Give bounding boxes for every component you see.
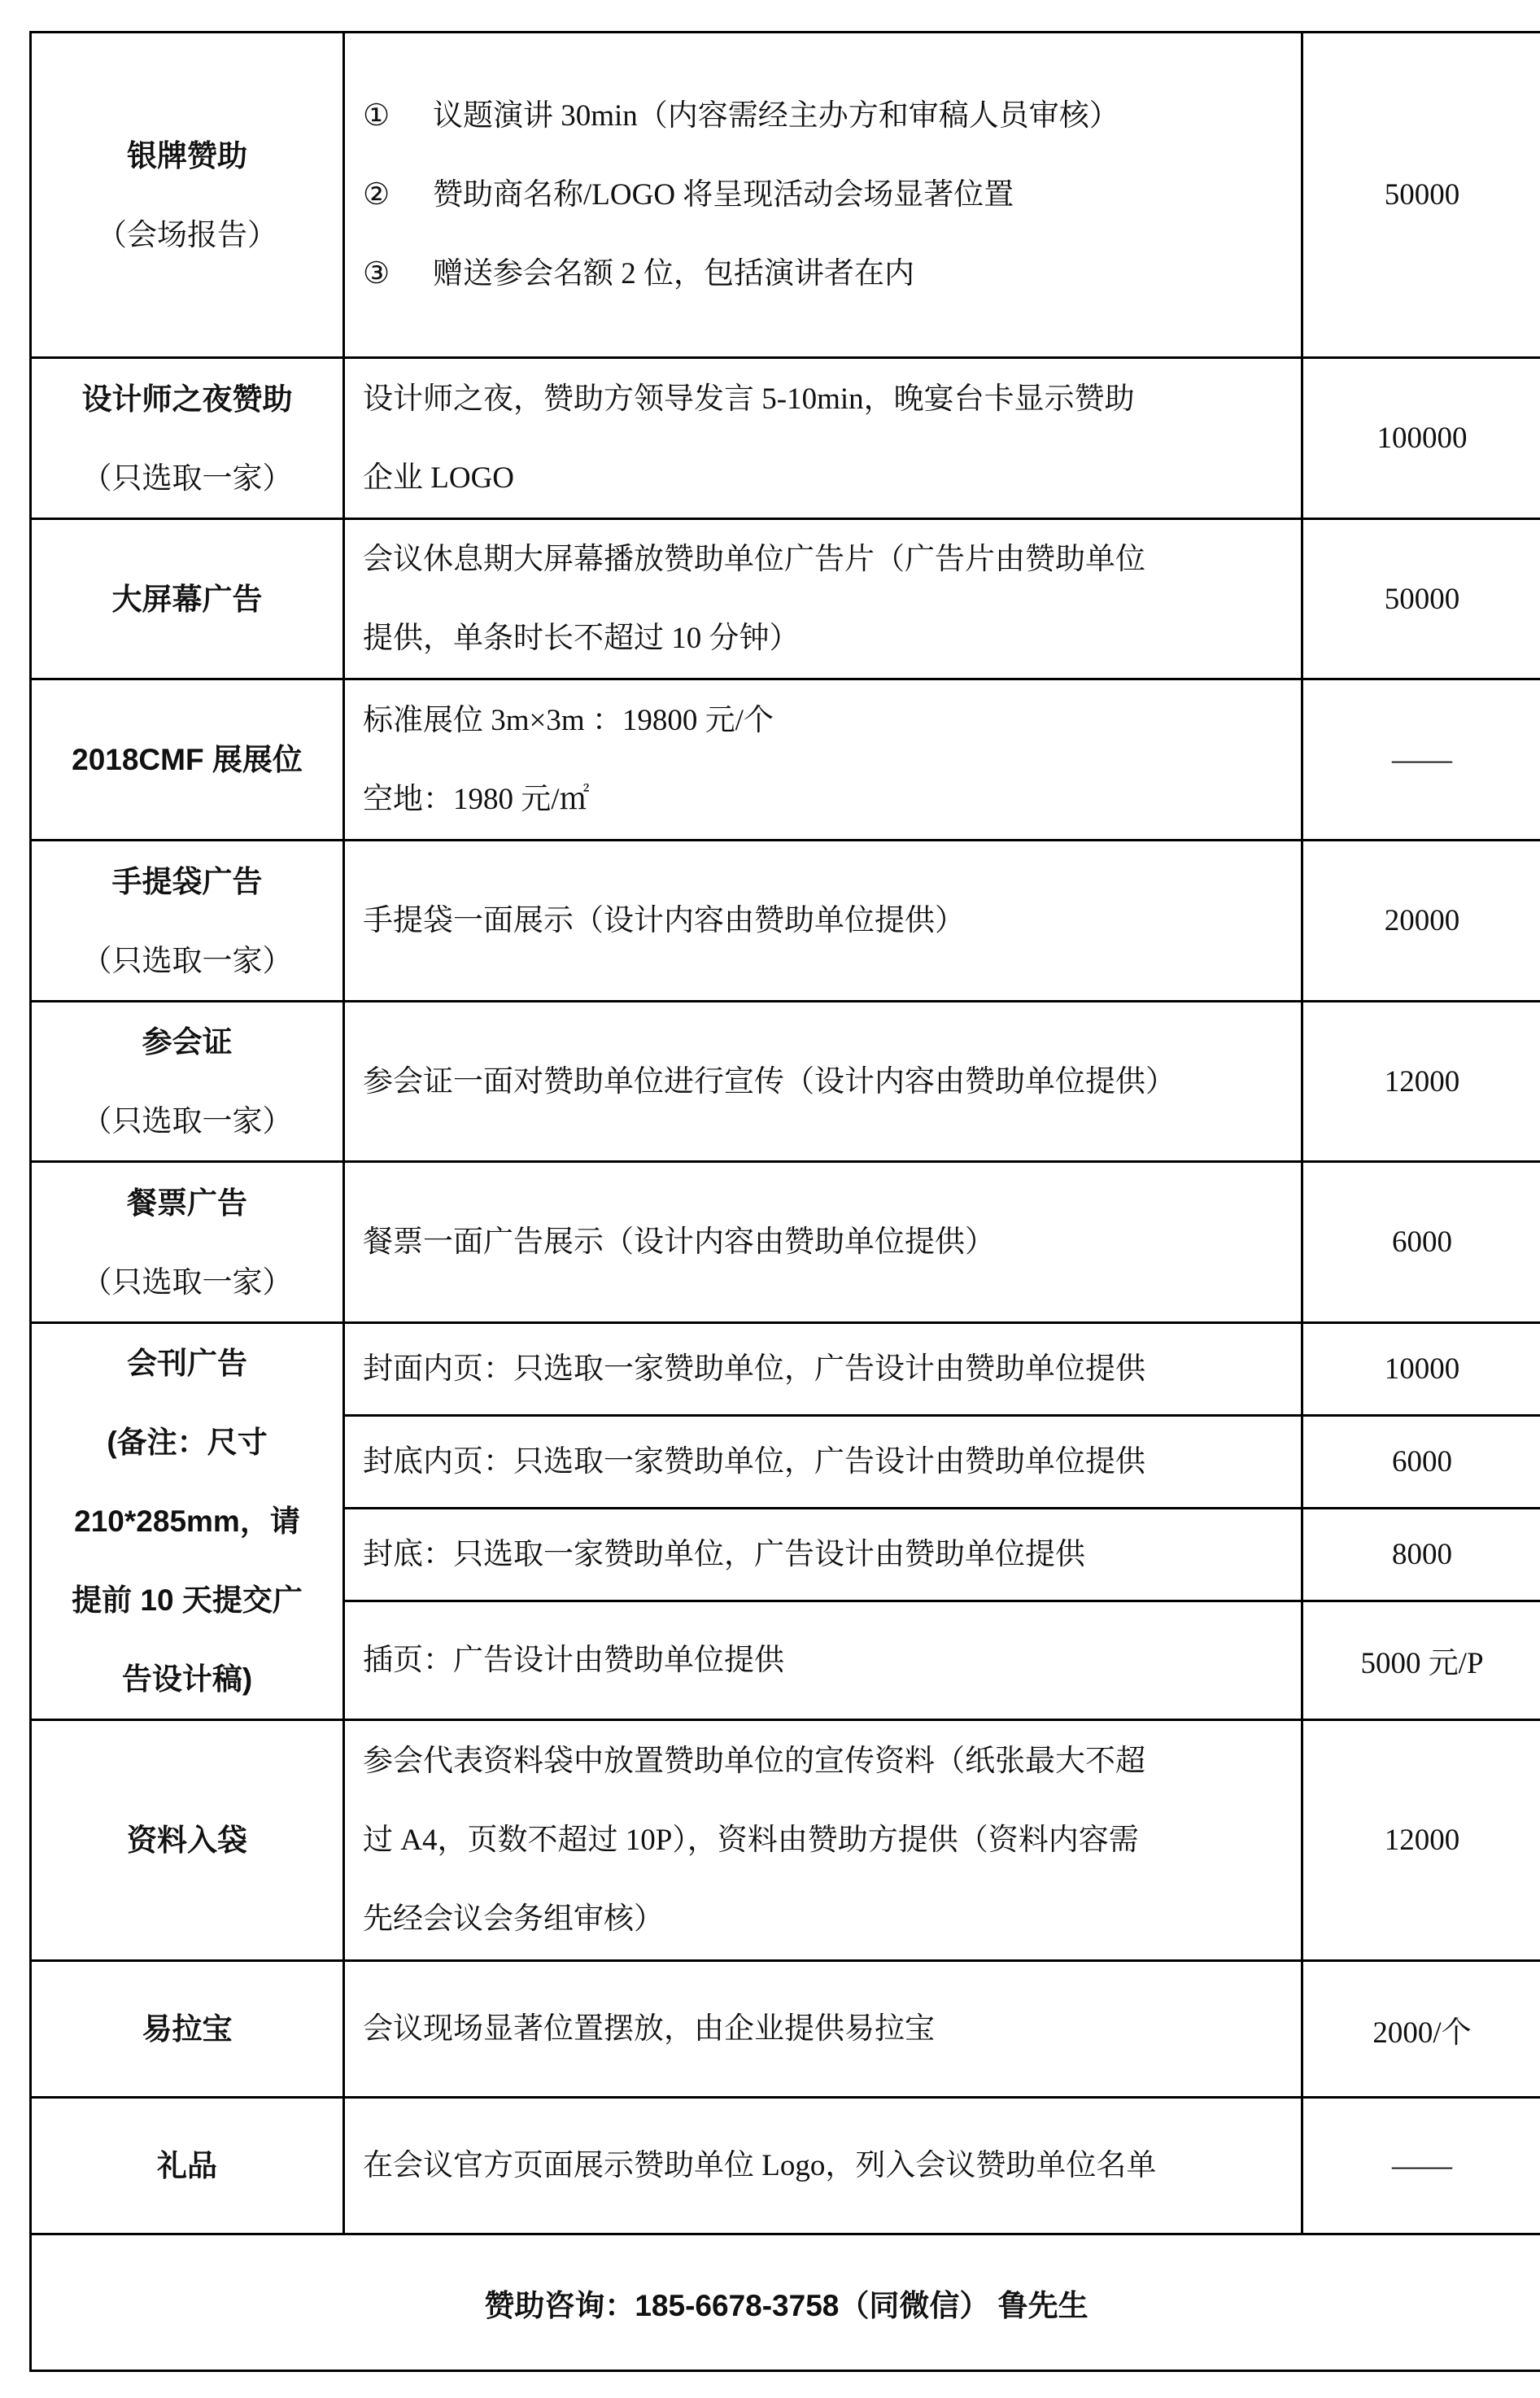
- item-price: 50000: [1302, 519, 1540, 679]
- item-description: 餐票一面广告展示（设计内容由赞助单位提供）: [344, 1162, 1302, 1323]
- item-price: 8000: [1302, 1508, 1540, 1601]
- item-title: 2018CMF 展展位: [31, 679, 344, 841]
- item-name-cell: [31, 841, 344, 1002]
- table-row: [31, 358, 1540, 519]
- contact-info: 赞助咨询：185-6678-3758（同微信） 鲁先生: [31, 2234, 1540, 2371]
- item-name-cell: [31, 33, 344, 358]
- item-description: 封底内页：只选取一家赞助单位，广告设计由赞助单位提供: [344, 1415, 1302, 1508]
- item-note-line: 告设计稿): [121, 1662, 253, 1696]
- item-price: 20000: [1302, 841, 1540, 1002]
- item-description: 插页：广告设计由赞助单位提供: [344, 1601, 1302, 1719]
- item-subtitle: （只选取一家）: [81, 461, 293, 495]
- item-title: 手提袋广告: [111, 864, 263, 898]
- item-description: 封底：只选取一家赞助单位，广告设计由赞助单位提供: [344, 1508, 1302, 1601]
- item-price: ——: [1302, 679, 1540, 841]
- item-price: 12000: [1302, 1002, 1540, 1162]
- item-description-cell: 会议休息期大屏幕播放赞助单位广告片（广告片由赞助单位 提供，单条时长不超过 10 分钟）: [344, 519, 1302, 679]
- item-title: 设计师之夜赞助: [81, 382, 293, 416]
- table-row: [31, 2234, 1540, 2371]
- table-row: [31, 1002, 1540, 1162]
- item-name-cell: [31, 1323, 344, 1720]
- table-row: [31, 1961, 1540, 2098]
- item-price: 50000: [1302, 33, 1540, 358]
- item-description: 封面内页：只选取一家赞助单位，广告设计由赞助单位提供: [344, 1323, 1302, 1416]
- sponsorship-table-container: [29, 31, 1540, 2372]
- item-description-cell: [344, 33, 1302, 358]
- list-item: ③ 赠送参会名额 2 位，包括演讲者在内: [363, 257, 914, 290]
- table-row: [31, 2098, 1540, 2234]
- item-name-cell: [31, 1002, 344, 1162]
- item-title: 餐票广告: [127, 1186, 247, 1220]
- item-price: 5000 元/P: [1302, 1601, 1540, 1719]
- table-row: [31, 679, 1540, 841]
- item-title: 礼品: [31, 2098, 344, 2234]
- item-price: 100000: [1302, 358, 1540, 519]
- item-note-line: 提前 10 天提交广: [72, 1583, 303, 1617]
- item-price: 6000: [1302, 1162, 1540, 1323]
- table-row: [31, 33, 1540, 358]
- item-title: 资料入袋: [31, 1720, 344, 1961]
- item-note-line: 210*285mm，请: [74, 1505, 300, 1538]
- table-row: [31, 1323, 1540, 1416]
- item-price: ——: [1302, 2098, 1540, 2234]
- item-name-cell: [31, 1162, 344, 1323]
- item-subtitle: （只选取一家）: [81, 1104, 293, 1138]
- item-description-cell: 标准展位 3m×3m ：19800 元/个 空地：1980 元/㎡: [344, 679, 1302, 841]
- item-description-cell: 参会代表资料袋中放置赞助单位的宣传资料（纸张最大不超 过 A4，页数不超过 10P），资料由赞助方提供（资料内容需 先经会议会务组审核）: [344, 1720, 1302, 1961]
- table-row: [31, 841, 1540, 1002]
- item-note-line: (备注：尺寸: [107, 1426, 268, 1459]
- item-subtitle: （会场报告）: [97, 217, 277, 251]
- item-subtitle: （只选取一家）: [81, 1265, 293, 1299]
- item-description: 在会议官方页面展示赞助单位 Logo，列入会议赞助单位名单: [344, 2098, 1302, 2234]
- item-description: 会议现场显著位置摆放，由企业提供易拉宝: [344, 1961, 1302, 2098]
- item-description-cell: 设计师之夜，赞助方领导发言 5-10min，晚宴台卡显示赞助 企业 LOGO: [344, 358, 1302, 519]
- item-description: 手提袋一面展示（设计内容由赞助单位提供）: [344, 841, 1302, 1002]
- item-name-cell: [31, 358, 344, 519]
- item-price: 10000: [1302, 1323, 1540, 1416]
- item-title: 易拉宝: [31, 1961, 344, 2098]
- item-title: 参会证: [142, 1025, 233, 1059]
- list-item: ② 赞助商名称/LOGO 将呈现活动会场显著位置: [363, 178, 1014, 212]
- item-title: 会刊广告: [127, 1347, 247, 1380]
- item-price: 6000: [1302, 1415, 1540, 1508]
- item-price: 2000/个: [1302, 1961, 1540, 2098]
- item-description: 参会证一面对赞助单位进行宣传（设计内容由赞助单位提供）: [344, 1002, 1302, 1162]
- list-item: ① 议题演讲 30min（内容需经主办方和审稿人员审核）: [363, 99, 1119, 133]
- item-title: 大屏幕广告: [31, 519, 344, 679]
- table-row: [31, 519, 1540, 679]
- table-row: [31, 1162, 1540, 1323]
- item-price: 12000: [1302, 1720, 1540, 1961]
- item-subtitle: （只选取一家）: [81, 943, 293, 977]
- item-title: 银牌赞助: [127, 138, 247, 173]
- sponsorship-table: [29, 31, 1540, 2372]
- table-row: [31, 1720, 1540, 1961]
